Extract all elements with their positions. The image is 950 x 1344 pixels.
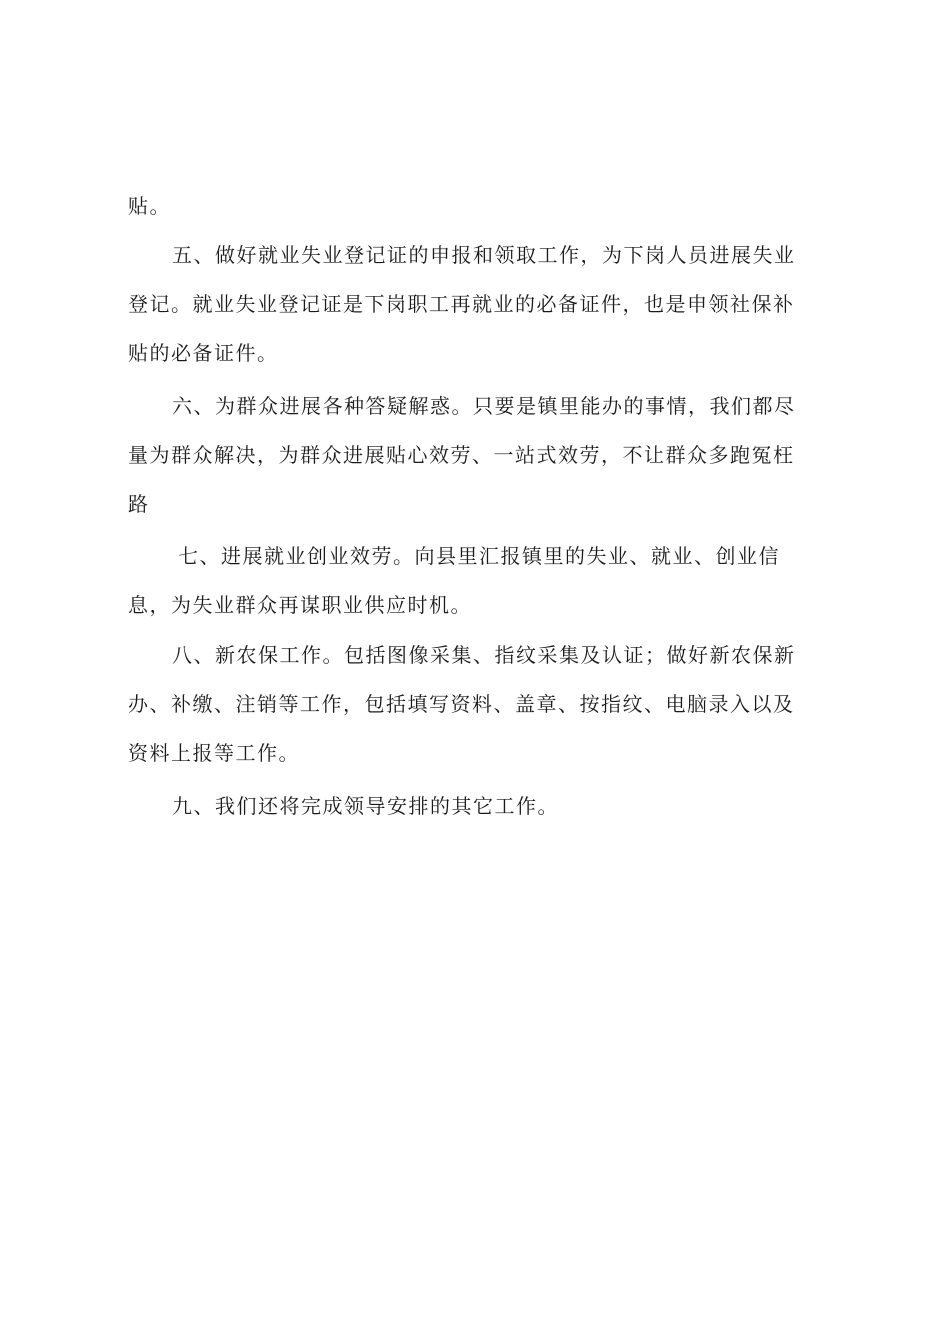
paragraph-line: 路	[128, 492, 150, 516]
paragraph-line: 七、进展就业创业效劳。向县里汇报镇里的失业、就业、创业信	[178, 544, 780, 568]
paragraph-line: 贴的必备证件。	[128, 341, 279, 365]
paragraph-line: 九、我们还将完成领导安排的其它工作。	[172, 794, 559, 818]
paragraph-line: 息，为失业群众再谋职业供应时机。	[128, 593, 472, 617]
paragraph-line: 六、为群众进展各种答疑解惑。只要是镇里能办的事情，我们都尽	[172, 394, 796, 418]
paragraph-line: 贴。	[128, 194, 171, 218]
paragraph-line: 办、补缴、注销等工作，包括填写资料、盖章、按指纹、电脑录入以及	[128, 692, 795, 716]
paragraph-line: 资料上报等工作。	[128, 741, 300, 765]
paragraph-line: 量为群众解决，为群众进展贴心效劳、一站式效劳，不让群众多跑冤枉	[128, 443, 795, 467]
paragraph-line: 五、做好就业失业登记证的申报和领取工作，为下岗人员进展失业	[172, 243, 796, 267]
paragraph-line: 登记。就业失业登记证是下岗职工再就业的必备证件，也是申领社保补	[128, 292, 795, 316]
paragraph-line: 八、新农保工作。包括图像采集、指纹采集及认证；做好新农保新	[172, 643, 796, 667]
